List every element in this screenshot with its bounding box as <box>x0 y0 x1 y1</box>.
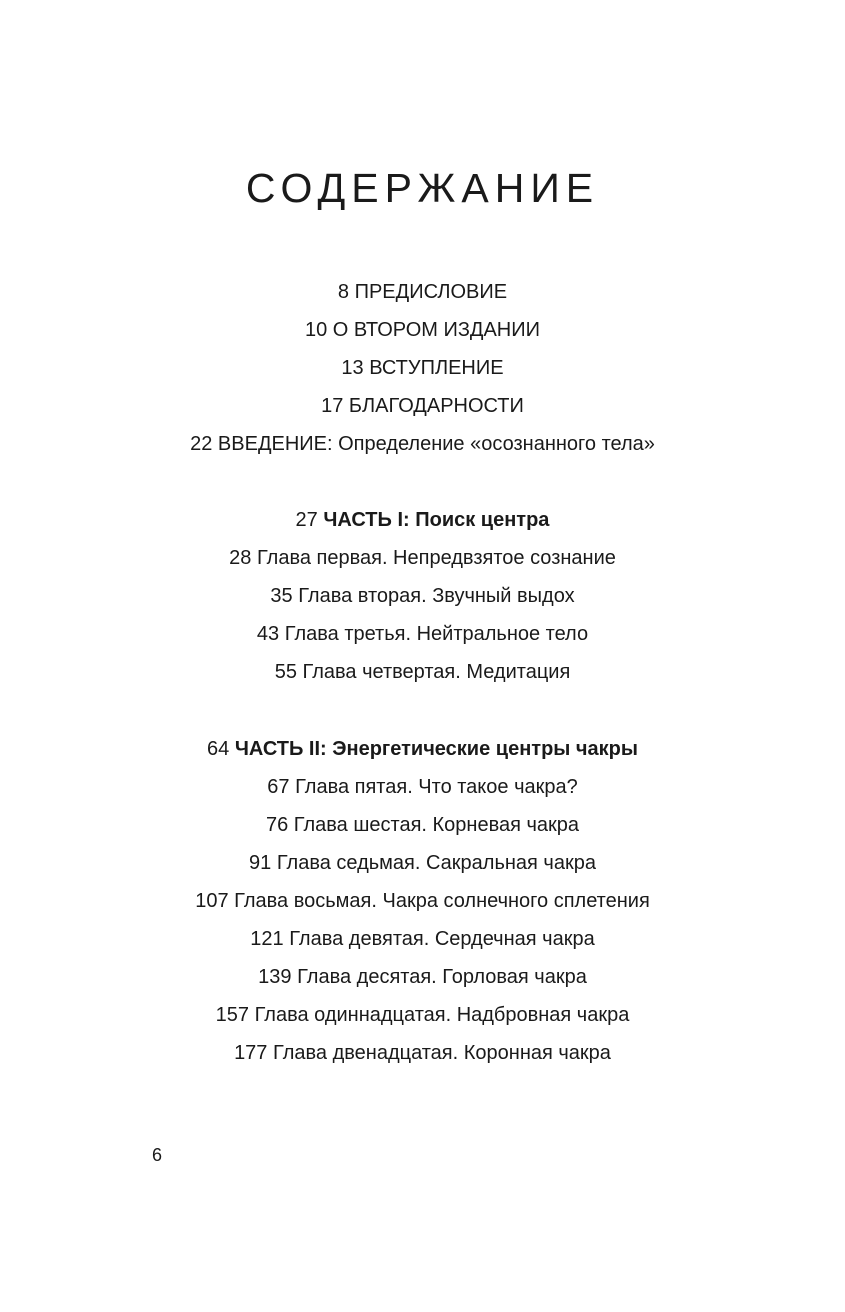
toc-entry-title: Глава восьмая. Чакра солнечного сплетения <box>234 890 650 912</box>
toc-part-heading <box>0 730 845 768</box>
toc-entry-title: Глава пятая. Что такое чакра? <box>295 776 578 798</box>
toc-entry-title: Глава десятая. Горловая чакра <box>297 966 587 988</box>
toc-entry <box>0 653 845 691</box>
page-number: 6 <box>152 1145 163 1165</box>
toc-page-number: 121 <box>250 928 284 950</box>
toc-entry <box>0 273 845 311</box>
toc-entry-title: БЛАГОДАРНОСТИ <box>348 395 524 417</box>
toc-entry <box>0 311 845 349</box>
toc-page-number: 67 <box>267 776 290 798</box>
toc-entry <box>0 768 845 806</box>
toc-page-number: 139 <box>258 966 292 988</box>
toc-page-number: 55 <box>274 661 297 683</box>
toc-page-number: 91 <box>249 852 272 874</box>
toc-entry-title: Глава одиннадцатая. Надбровная чакра <box>254 1004 630 1026</box>
toc-part-title: ЧАСТЬ I: Поиск центра <box>323 509 550 531</box>
toc-entry-title: Глава двенадцатая. Коронная чакра <box>273 1042 611 1064</box>
toc-page-number: 76 <box>265 814 289 836</box>
toc-entry <box>0 920 845 958</box>
toc-entry-title: Глава вторая. Звучный выдох <box>298 585 575 607</box>
toc-entry <box>0 577 845 615</box>
toc-front-matter <box>0 273 845 463</box>
toc-entry <box>0 844 845 882</box>
toc-page-number: 107 <box>195 890 229 912</box>
toc-page-number: 17 <box>321 395 344 417</box>
toc-part-1 <box>0 501 845 691</box>
toc-part-2 <box>0 730 845 1072</box>
toc-page-number: 35 <box>270 585 293 607</box>
toc-entry <box>0 349 845 387</box>
page-title: СОДЕРЖАНИЕ <box>245 165 600 211</box>
toc-page-number: 27 <box>295 509 318 531</box>
toc-page-number: 8 <box>337 281 350 303</box>
toc-entry <box>0 958 845 996</box>
toc-entry <box>0 387 845 425</box>
toc-part-title: ЧАСТЬ II: Энергетические центры чакры <box>234 738 638 760</box>
toc-page-number: 157 <box>215 1004 249 1026</box>
toc-entry <box>0 996 845 1034</box>
toc-page-number: 22 <box>190 433 213 455</box>
toc-entry-title: Глава шестая. Корневая чакра <box>293 814 580 836</box>
toc-entry-title: ВСТУПЛЕНИЕ <box>369 357 504 379</box>
toc-entry-title: Глава первая. Непредвзятое сознание <box>256 547 616 569</box>
toc-entry <box>0 539 845 577</box>
toc-page-number: 64 <box>207 738 230 760</box>
toc-entry-title: Глава третья. Нейтральное тело <box>284 623 589 645</box>
toc-entry <box>0 425 845 463</box>
toc-entry-title: О ВТОРОМ ИЗДАНИИ <box>332 319 540 341</box>
toc-entry <box>0 1034 845 1072</box>
toc-entry <box>0 806 845 844</box>
toc-entry-title: Глава четвертая. Медитация <box>302 661 571 683</box>
toc-page-number: 28 <box>229 547 252 569</box>
toc-entry <box>0 615 845 653</box>
toc-entry-title: ВВЕДЕНИЕ: Определение «осознанного тела» <box>217 433 655 455</box>
toc-part-heading <box>0 501 845 539</box>
toc-page-number: 177 <box>234 1042 268 1064</box>
toc-page-number: 13 <box>341 357 364 379</box>
toc-entry-title: Глава седьмая. Сакральная чакра <box>276 852 596 874</box>
toc-entry-title: ПРЕДИСЛОВИЕ <box>354 281 508 303</box>
toc-page-number: 10 <box>304 319 328 341</box>
toc-entry-title: Глава девятая. Сердечная чакра <box>289 928 595 950</box>
toc-entry <box>0 882 845 920</box>
toc-page-number: 43 <box>256 623 280 645</box>
